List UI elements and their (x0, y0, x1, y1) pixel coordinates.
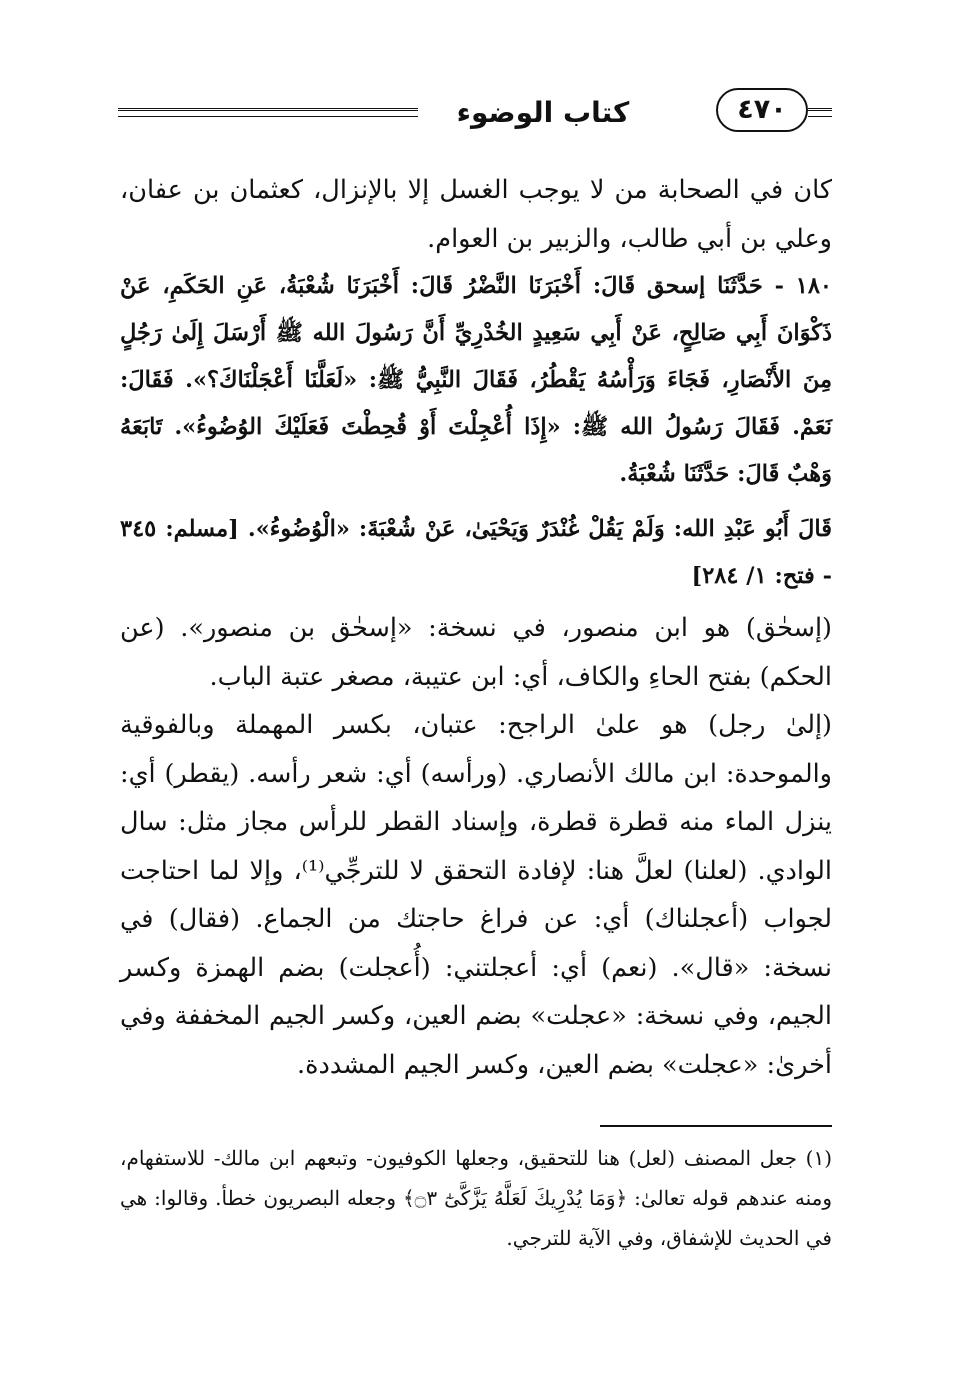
header-rule-right (808, 108, 832, 111)
header-rule-left-thin (118, 116, 418, 117)
commentary-paragraph: (إلىٰ رجل) هو علىٰ الراجح: عتبان، بكسر المهملة وبالفوقية والموحدة: ابن مالك الأنصاري. (ورأسه) أي: شعر رأسه. (يقطر) أي: ينزل الماء منه قطرة قطرة، وإسناد القطر للرأس مجاز مثل: سال الوادي. (لعلنا) لعلَّ هنا: لإفادة التحقق لا للترجِّي⁽¹⁾، وإلا لما احتاجت لجواب (أعجلناك) أي: عن فراغ حاجتك من الجماع. (فقال) في نسخة: «قال». (نعم) أي: أعجلتني: (أُعجلت) بضم الهمزة وكسر الجيم، وفي نسخة: «عجلت» بضم العين، وكسر الجيم المخففة وفي أخرىٰ: «عجلت» بضم العين، وكسر الجيم المشددة. (120, 710, 832, 1080)
chapter-title: كتاب الوضوء (418, 96, 668, 129)
footnotes (120, 1138, 832, 1258)
hadith-text: ١٨٠ - حَدَّثَنَا إسحق قَالَ: أَخْبَرَنَا النَّضْرُ قَالَ: أَخْبَرَنَا شُعْبَةُ، عَنِ الحَكَمِ، عَنْ ذَكْوَانَ أَبِي صَالِحٍ، عَنْ أَبِي سَعِيدٍ الخُدْرِيِّ أَنَّ رَسُولَ الله ﷺ أَرْسَلَ إِلَىٰ رَجُلٍ مِنَ الأَنْصَارِ، فَجَاءَ وَرَأْسُهُ يَقْطُرُ، فَقَالَ النَّبِيُّ ﷺ: «لَعَلَّنَا أَعْجَلْنَاكَ؟». فَقَالَ: نَعَمْ. فَقَالَ رَسُولُ الله ﷺ: «إِذَا أُعْجِلْتَ أَوْ قُحِطْتَ فَعَلَيْكَ الوُضُوءُ». تَابَعَهُ وَهْبٌ قَالَ: حَدَّثَنَا شُعْبَةُ. (120, 273, 832, 487)
footnote-1: (١) جعل المصنف (لعل) هنا للتحقيق، وجعلها الكوفيون- وتبعهم ابن مالك- للاستفهام، ومنه عندهم قوله تعالىٰ: ﴿وَمَا يُدْرِيكَ لَعَلَّهُ يَزَّكَّىٰٓ ۝٣﴾ وجعله البصريون خطأ. وقالوا: هي في الحديث للإشفاق، وفي الآية للترجي. (120, 1146, 833, 1250)
page-number: ٤٧٠ (716, 88, 808, 132)
commentary-paragraph: (إسحٰق) هو ابن منصور، في نسخة: «إسحٰق بن منصور». (عن الحكم) بفتح الحاءِ والكاف، أي: ابن عتيبة، مصغر عتبة الباب. (120, 613, 832, 692)
intro-paragraph: كان في الصحابة من لا يوجب الغسل إلا بالإنزال، كعثمان بن عفان، وعلي بن أبي طالب، والزبير بن العوام. (120, 175, 832, 254)
header-rule-left (118, 108, 418, 111)
header-rule-right-thin (808, 116, 832, 117)
page-header (118, 96, 832, 140)
footnote-separator (600, 1125, 832, 1127)
hadith-source: قَالَ أَبُو عَبْدِ الله: وَلَمْ يَقُلْ غُنْدَرٌ وَيَحْيَىٰ، عَنْ شُعْبَةَ: «الْوُضُوءُ». [مسلم: ٣٤٥ - فتح: ١/ ٢٨٤] (120, 516, 832, 589)
spacer (120, 498, 832, 506)
main-text (120, 166, 832, 1089)
